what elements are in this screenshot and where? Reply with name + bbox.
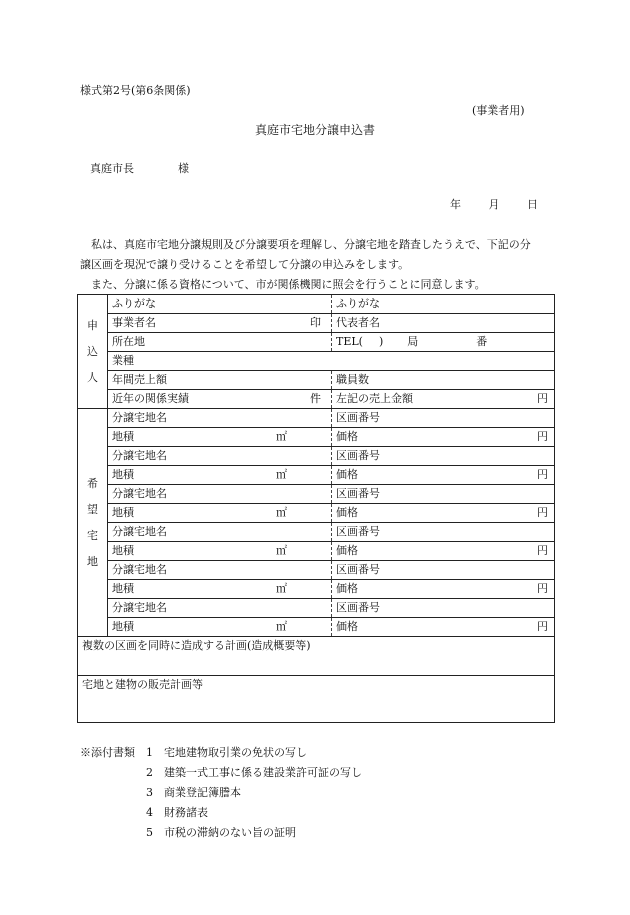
sales-plan-field[interactable]: 宅地と建物の販売計画等 <box>78 676 555 723</box>
date-line <box>450 198 538 212</box>
applicant-side-label: 申 込 人 <box>78 295 108 409</box>
date-year: 年 <box>450 198 461 211</box>
application-form-table <box>77 294 555 723</box>
tel-field[interactable]: TEL( ) 局 番 <box>332 333 555 352</box>
annual-sales-field[interactable]: 年間売上額 <box>108 371 332 390</box>
desired-lot-side-label: 希 望 宅 地 <box>78 409 108 637</box>
date-day: 日 <box>527 198 538 211</box>
business-furigana-field[interactable]: ふりがな <box>108 295 332 314</box>
form-number: 様式第2号(第6条関係) <box>80 84 191 97</box>
date-month: 月 <box>488 198 500 211</box>
attachments-label: ※添付書類 <box>80 746 135 759</box>
price-field[interactable]: 価格 円 <box>332 466 555 485</box>
block-number-field[interactable]: 区画番号 <box>332 485 555 504</box>
area-field[interactable]: 地積 ㎡ <box>108 466 332 485</box>
area-field[interactable]: 地積 ㎡ <box>108 428 332 447</box>
block-number-field[interactable]: 区画番号 <box>332 409 555 428</box>
price-field[interactable]: 価格 円 <box>332 504 555 523</box>
price-field[interactable]: 価格 円 <box>332 618 555 637</box>
area-field[interactable]: 地積 ㎡ <box>108 580 332 599</box>
area-field[interactable]: 地積 ㎡ <box>108 542 332 561</box>
price-field[interactable]: 価格 円 <box>332 542 555 561</box>
employees-field[interactable]: 職員数 <box>332 371 555 390</box>
rep-furigana-field[interactable]: ふりがな <box>332 295 555 314</box>
rep-name-field[interactable]: 代表者名 <box>332 314 555 333</box>
business-name-field[interactable]: 事業者名 印 <box>108 314 332 333</box>
audience-label: (事業者用) <box>472 104 525 117</box>
intro-paragraph-2: また、分譲に係る資格について、市が関係機関に照会を行うことに同意します。 <box>91 278 486 291</box>
recent-record-field[interactable]: 近年の関係実績 件 <box>108 390 332 409</box>
block-number-field[interactable]: 区画番号 <box>332 599 555 618</box>
seal-mark: 印 <box>310 316 321 330</box>
price-field[interactable]: 価格 円 <box>332 580 555 599</box>
attachment-item: 4 財務諸表 <box>146 806 208 819</box>
honorific: 様 <box>178 162 189 175</box>
lot-name-field[interactable]: 分譲宅地名 <box>108 409 332 428</box>
attachment-item: 5 市税の滞納のない旨の証明 <box>146 826 296 839</box>
address-field[interactable]: 所在地 <box>108 333 332 352</box>
attachment-item: ※添付書類 1 宅地建物取引業の免状の写し <box>80 746 307 759</box>
industry-field[interactable]: 業種 <box>108 352 555 371</box>
block-number-field[interactable]: 区画番号 <box>332 523 555 542</box>
attachment-item: 3 商業登記簿謄本 <box>146 786 241 799</box>
area-field[interactable]: 地積 ㎡ <box>108 504 332 523</box>
intro-paragraph-1: 私は、真庭市宅地分譲規則及び分譲要項を理解し、分譲宅地を踏査したうえで、下記の分譲区画を現況で譲り受けることを希望して分譲の申込みをします。 <box>80 238 531 271</box>
lot-name-field[interactable]: 分譲宅地名 <box>108 523 332 542</box>
multi-lot-plan-field[interactable]: 複数の区画を同時に造成する計画(造成概要等) <box>78 637 555 676</box>
intro-text <box>80 235 538 295</box>
lot-name-field[interactable]: 分譲宅地名 <box>108 561 332 580</box>
block-number-field[interactable]: 区画番号 <box>332 561 555 580</box>
sales-amount-field[interactable]: 左記の売上金額 円 <box>332 390 555 409</box>
document-title: 真庭市宅地分譲申込書 <box>254 123 375 137</box>
lot-name-field[interactable]: 分譲宅地名 <box>108 485 332 504</box>
addressee <box>90 162 189 176</box>
lot-name-field[interactable]: 分譲宅地名 <box>108 447 332 466</box>
area-field[interactable]: 地積 ㎡ <box>108 618 332 637</box>
block-number-field[interactable]: 区画番号 <box>332 447 555 466</box>
addressee-name: 真庭市長 <box>90 162 134 175</box>
lot-name-field[interactable]: 分譲宅地名 <box>108 599 332 618</box>
attachments-list <box>80 746 362 846</box>
price-field[interactable]: 価格 円 <box>332 428 555 447</box>
attachment-item: 2 建築一式工事に係る建設業許可証の写し <box>146 766 362 779</box>
